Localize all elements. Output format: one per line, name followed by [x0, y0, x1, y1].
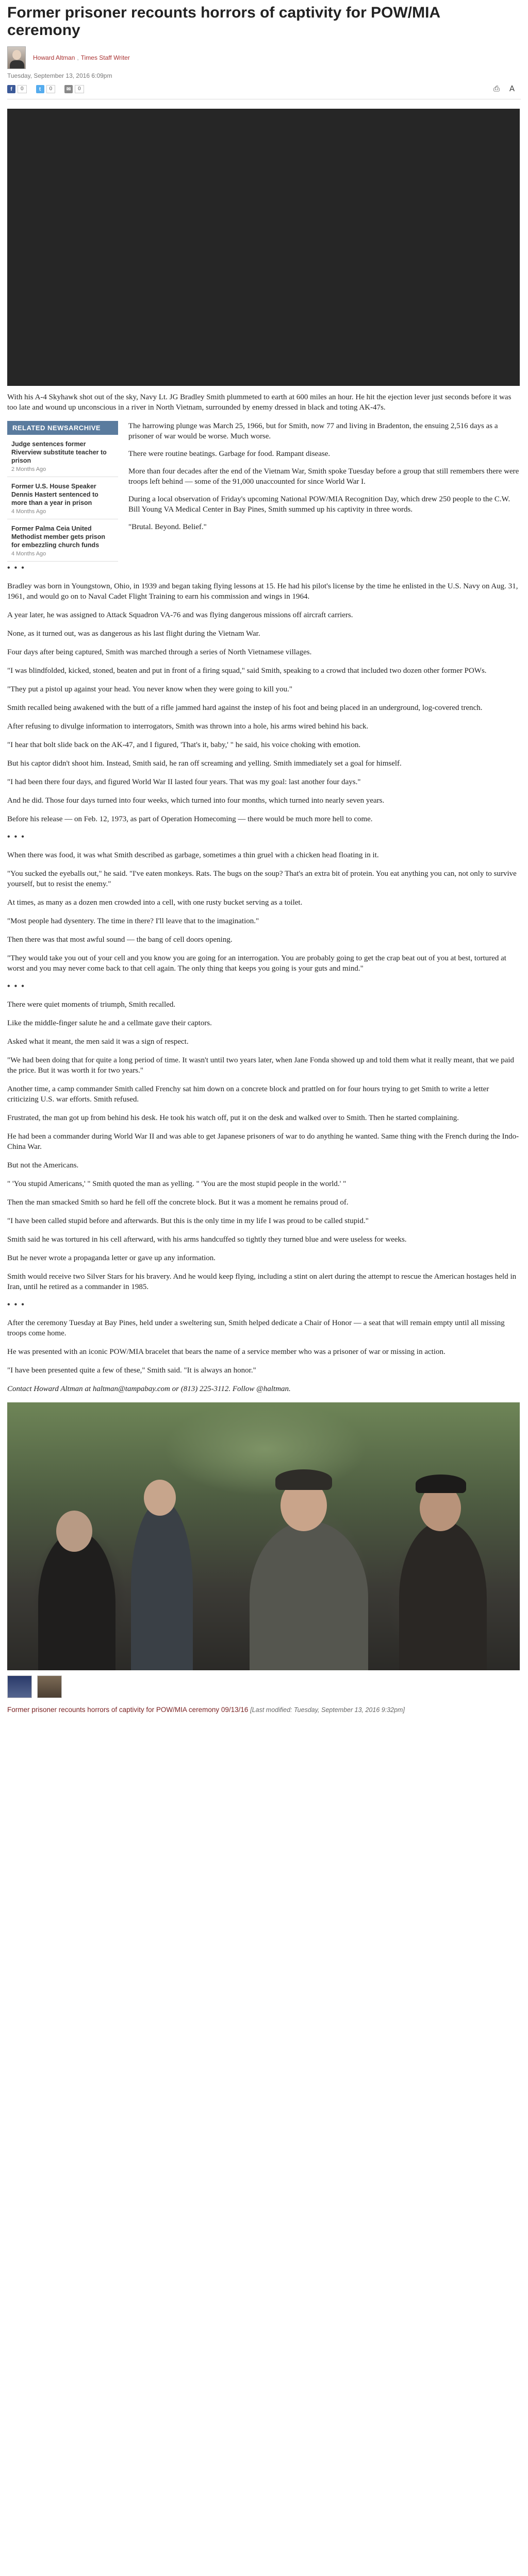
sidebar-and-column: [7, 421, 521, 562]
related-item-title[interactable]: Former U.S. House Speaker Dennis Hastert sentenced to more than a year in prison: [11, 483, 98, 506]
email-share-count: 0: [75, 85, 84, 93]
contact-line: Contact Howard Altman at haltman@tampabay.com or (813) 225-3112. Follow @haltman.: [7, 1385, 291, 1393]
facebook-icon: f: [7, 85, 15, 93]
related-item-time: 4 Months Ago: [11, 509, 46, 515]
section-break: • • •: [7, 564, 25, 572]
share-bar: [7, 83, 521, 95]
section-food: [7, 850, 521, 974]
section-triumph: [7, 999, 521, 1292]
body-paragraph: Bradley was born in Youngstown, Ohio, in 1939 and began taking flying lessons at 15. He had his pilot's license by the time he enlisted in the U.S. Navy on Aug. 31, 1961, and would go on to Naval Cadet Flight Training to earn his commission and wings in 1964.: [7, 582, 518, 601]
section-break: • • •: [7, 833, 25, 841]
body-paragraph: Smith would receive two Silver Stars for his bravery. And he would keep flying, including a stint on alert during the attempt to rescue the American hostages held in Iran, until he retired as a commander in 1985.: [7, 1273, 517, 1291]
body-paragraph: A year later, he was assigned to Attack Squadron VA-76 and was flying dangerous missions off aircraft carriers.: [7, 611, 353, 619]
body-paragraph: "I have been called stupid before and afterwards. But this is the only time in my life I was proud to be called stupid.": [7, 1217, 369, 1225]
facebook-share-count: 0: [18, 85, 27, 93]
video-player[interactable]: [7, 109, 520, 386]
body-paragraph: "You sucked the eyeballs out," he said. "I've eaten monkeys. Rats. The bugs on the soup? That's an extra bit of protein. You eat anything you can, not only to survive yourself, but to resist the enemy.": [7, 870, 517, 888]
body-paragraph: Four days after being captured, Smith was marched through a series of North Vietnamese villages.: [7, 648, 312, 656]
related-sidebar: [7, 421, 118, 562]
body-paragraph: But not the Americans.: [7, 1161, 79, 1170]
body-paragraph: Then the man smacked Smith so hard he fell off the concrete block. But it was a moment he remains proud of.: [7, 1198, 349, 1207]
body-paragraph: "Most people had dysentery. The time in there? I'll leave that to the imagination.": [7, 917, 259, 925]
author-name[interactable]: Howard Altman: [33, 54, 75, 61]
body-paragraph: Smith recalled being awakened with the butt of a rifle jammed hard against the instep of his foot and being placed in an underground, log-covered trench.: [7, 704, 483, 712]
last-modified: [Last modified: Tuesday, September 13, 2016 9:32pm]: [250, 1706, 405, 1714]
section-break: • • •: [7, 1300, 25, 1309]
related-item[interactable]: [7, 519, 118, 562]
article-footer-caption: [7, 1705, 518, 1715]
body-paragraph: Then there was that most awful sound — the bang of cell doors opening.: [7, 936, 233, 944]
related-item-time: 2 Months Ago: [11, 466, 46, 472]
twitter-share-count: 0: [46, 85, 56, 93]
related-item-time: 4 Months Ago: [11, 551, 46, 557]
body-paragraph: Before his release — on Feb. 12, 1973, as part of Operation Homecoming — there would be much more hell to come.: [7, 815, 373, 823]
email-icon: ✉: [64, 85, 73, 93]
body-paragraph: Smith said he was tortured in his cell afterward, with his arms handcuffed so tightly they turned blue and were useless for weeks.: [7, 1235, 407, 1244]
body-paragraph: After refusing to divulge information to interrogators, Smith was thrown into a hole, his arms wired behind his back.: [7, 722, 369, 731]
related-item-title[interactable]: Former Palma Ceia United Methodist member gets prison for embezzling church funds: [11, 525, 105, 549]
photo-thumbnail[interactable]: [37, 1675, 62, 1698]
related-item[interactable]: [7, 435, 118, 477]
body-paragraph: " 'You stupid Americans,' " Smith quoted the man as yelling. " 'You are the most stupid people in the world.' ": [7, 1180, 346, 1188]
body-paragraph: "We had been doing that for quite a long period of time. It wasn't until two years later, when Jane Fonda showed up and told them what it really meant, that we paid the price. But it was worth it for two years.": [7, 1056, 515, 1075]
body-paragraph: He had been a commander during World War II and was able to get Japanese prisoners of war to do anything he wanted. Same thing with the French during the Indo-China War.: [7, 1132, 519, 1151]
photo-thumbnail[interactable]: [7, 1675, 32, 1698]
body-paragraph: "I hear that bolt slide back on the AK-47, and I figured, 'That's it, baby,' " he said, his voice choking with emotion.: [7, 741, 361, 749]
ceremony-photo[interactable]: [7, 1402, 520, 1670]
body-paragraph: During a local observation of Friday's upcoming National POW/MIA Recognition Day, which drew 250 people to the C.W. Bill Young VA Medical Center in Bay Pines, Smith summed up his captivity in three words.: [128, 495, 510, 514]
lead-paragraph: With his A-4 Skyhawk shot out of the sky, Navy Lt. JG Bradley Smith plummeted to earth at 600 miles an hour. He hit the ejection lever just seconds before it was too late and wound up unconscious in a river in North Vietnam, surrounded by enemy dressed in black and toting AK-47s.: [7, 393, 512, 412]
related-item[interactable]: [7, 477, 118, 519]
twitter-share-button[interactable]: [36, 85, 60, 93]
body-paragraph: At times, as many as a dozen men crowded into a cell, with one rusty bucket serving as a toilet.: [7, 899, 303, 907]
body-paragraph: "I was blindfolded, kicked, stoned, beaten and put in front of a firing squad," said Smith, speaking to a crowd that included two dozen other former POWs.: [7, 667, 487, 675]
body-paragraph: Asked what it meant, the men said it was a sign of respect.: [7, 1038, 189, 1046]
section-ceremony: [7, 1318, 521, 1376]
print-icon[interactable]: ⎙: [493, 84, 500, 93]
section-break: • • •: [7, 982, 25, 991]
article-tools: [492, 84, 517, 93]
body-paragraph: "They would take you out of your cell and you know you are going for an interrogation. You are probably going to get the crap beat out of you at best, tortured at worst and you may never come back to that cell again. The only thing that keeps you going is your guts and mind.": [7, 954, 506, 973]
email-share-button[interactable]: [64, 85, 88, 93]
body-paragraph: And he did. Those four days turned into four weeks, which turned into four months, which turned into nearly seven years.: [7, 796, 385, 805]
body-paragraph: Like the middle-finger salute he and a cellmate gave their captors.: [7, 1019, 212, 1027]
body-paragraph: The harrowing plunge was March 25, 1966, but for Smith, now 77 and living in Bradenton, the ensuing 2,516 days as a prisoner of war would be worse. Much worse.: [128, 422, 498, 440]
body-paragraph: More than four decades after the end of the Vietnam War, Smith spoke Tuesday before a group that still remembers there were troops left behind — some of the 91,000 unaccounted for since World War I.: [128, 467, 519, 486]
body-paragraph: There were routine beatings. Garbage for food. Rampant disease.: [128, 450, 331, 458]
caption-title: Former prisoner recounts horrors of captivity for POW/MIA ceremony 09/13/16: [7, 1706, 249, 1714]
dateline: Tuesday, September 13, 2016 6:09pm: [7, 72, 112, 79]
body-paragraph: "Brutal. Beyond. Belief.": [128, 523, 207, 531]
author-avatar: [7, 46, 26, 69]
related-heading: RELATED NEWSARCHIVE: [7, 421, 118, 435]
twitter-icon: t: [36, 85, 44, 93]
body-paragraph: None, as it turned out, was as dangerous as his last flight during the Vietnam War.: [7, 630, 260, 638]
article-headline: Former prisoner recounts horrors of captivity for POW/MIA ceremony: [7, 4, 440, 39]
body-paragraph: But he never wrote a propaganda letter or gave up any information.: [7, 1254, 216, 1262]
related-item-title[interactable]: Judge sentences former Riverview substitute teacher to prison: [11, 440, 107, 464]
body-paragraph: When there was food, it was what Smith described as garbage, sometimes a thin gruel with a chicken head floating in it.: [7, 851, 379, 859]
body-paragraph: There were quiet moments of triumph, Smith recalled.: [7, 1001, 176, 1009]
section-birth: [7, 581, 521, 824]
body-paragraph: "I have been presented quite a few of these," Smith said. "It is always an honor.": [7, 1366, 256, 1375]
facebook-share-button[interactable]: [7, 85, 31, 93]
body-paragraph: Another time, a camp commander Smith called Frenchy sat him down on a concrete block and prattled on for four hours trying to get Smith to write a letter criticizing U.S. war efforts. Smith refused.: [7, 1085, 489, 1104]
body-paragraph: "I had been there four days, and figured World War II lasted four years. That was my goal: last another four days.": [7, 778, 361, 786]
byline: Howard Altman , Times Staff Writer: [33, 54, 130, 61]
body-paragraph: "They put a pistol up against your head. You never know when they were going to kill you.": [7, 685, 292, 693]
photo-thumbnails: [7, 1675, 521, 1698]
body-paragraph: Frustrated, the man got up from behind his desk. He took his watch off, put it on the desk and walked over to Smith. Then he started complaining.: [7, 1114, 459, 1122]
body-paragraph: He was presented with an iconic POW/MIA bracelet that bears the name of a service member who was a prisoner of war or missing in action.: [7, 1348, 446, 1356]
body-paragraph: But his captor didn't shoot him. Instead, Smith said, he ran off screaming and yelling. Smith immediately set a goal for himself.: [7, 759, 402, 768]
byline-row: [7, 46, 521, 69]
body-paragraph: After the ceremony Tuesday at Bay Pines, held under a sweltering sun, Smith helped dedicate a Chair of Honor — a seat that will remain empty until all missing troops come home.: [7, 1319, 505, 1337]
author-title: Times Staff Writer: [80, 54, 130, 61]
article-column: [128, 421, 521, 562]
font-size-icon[interactable]: A: [509, 84, 515, 93]
